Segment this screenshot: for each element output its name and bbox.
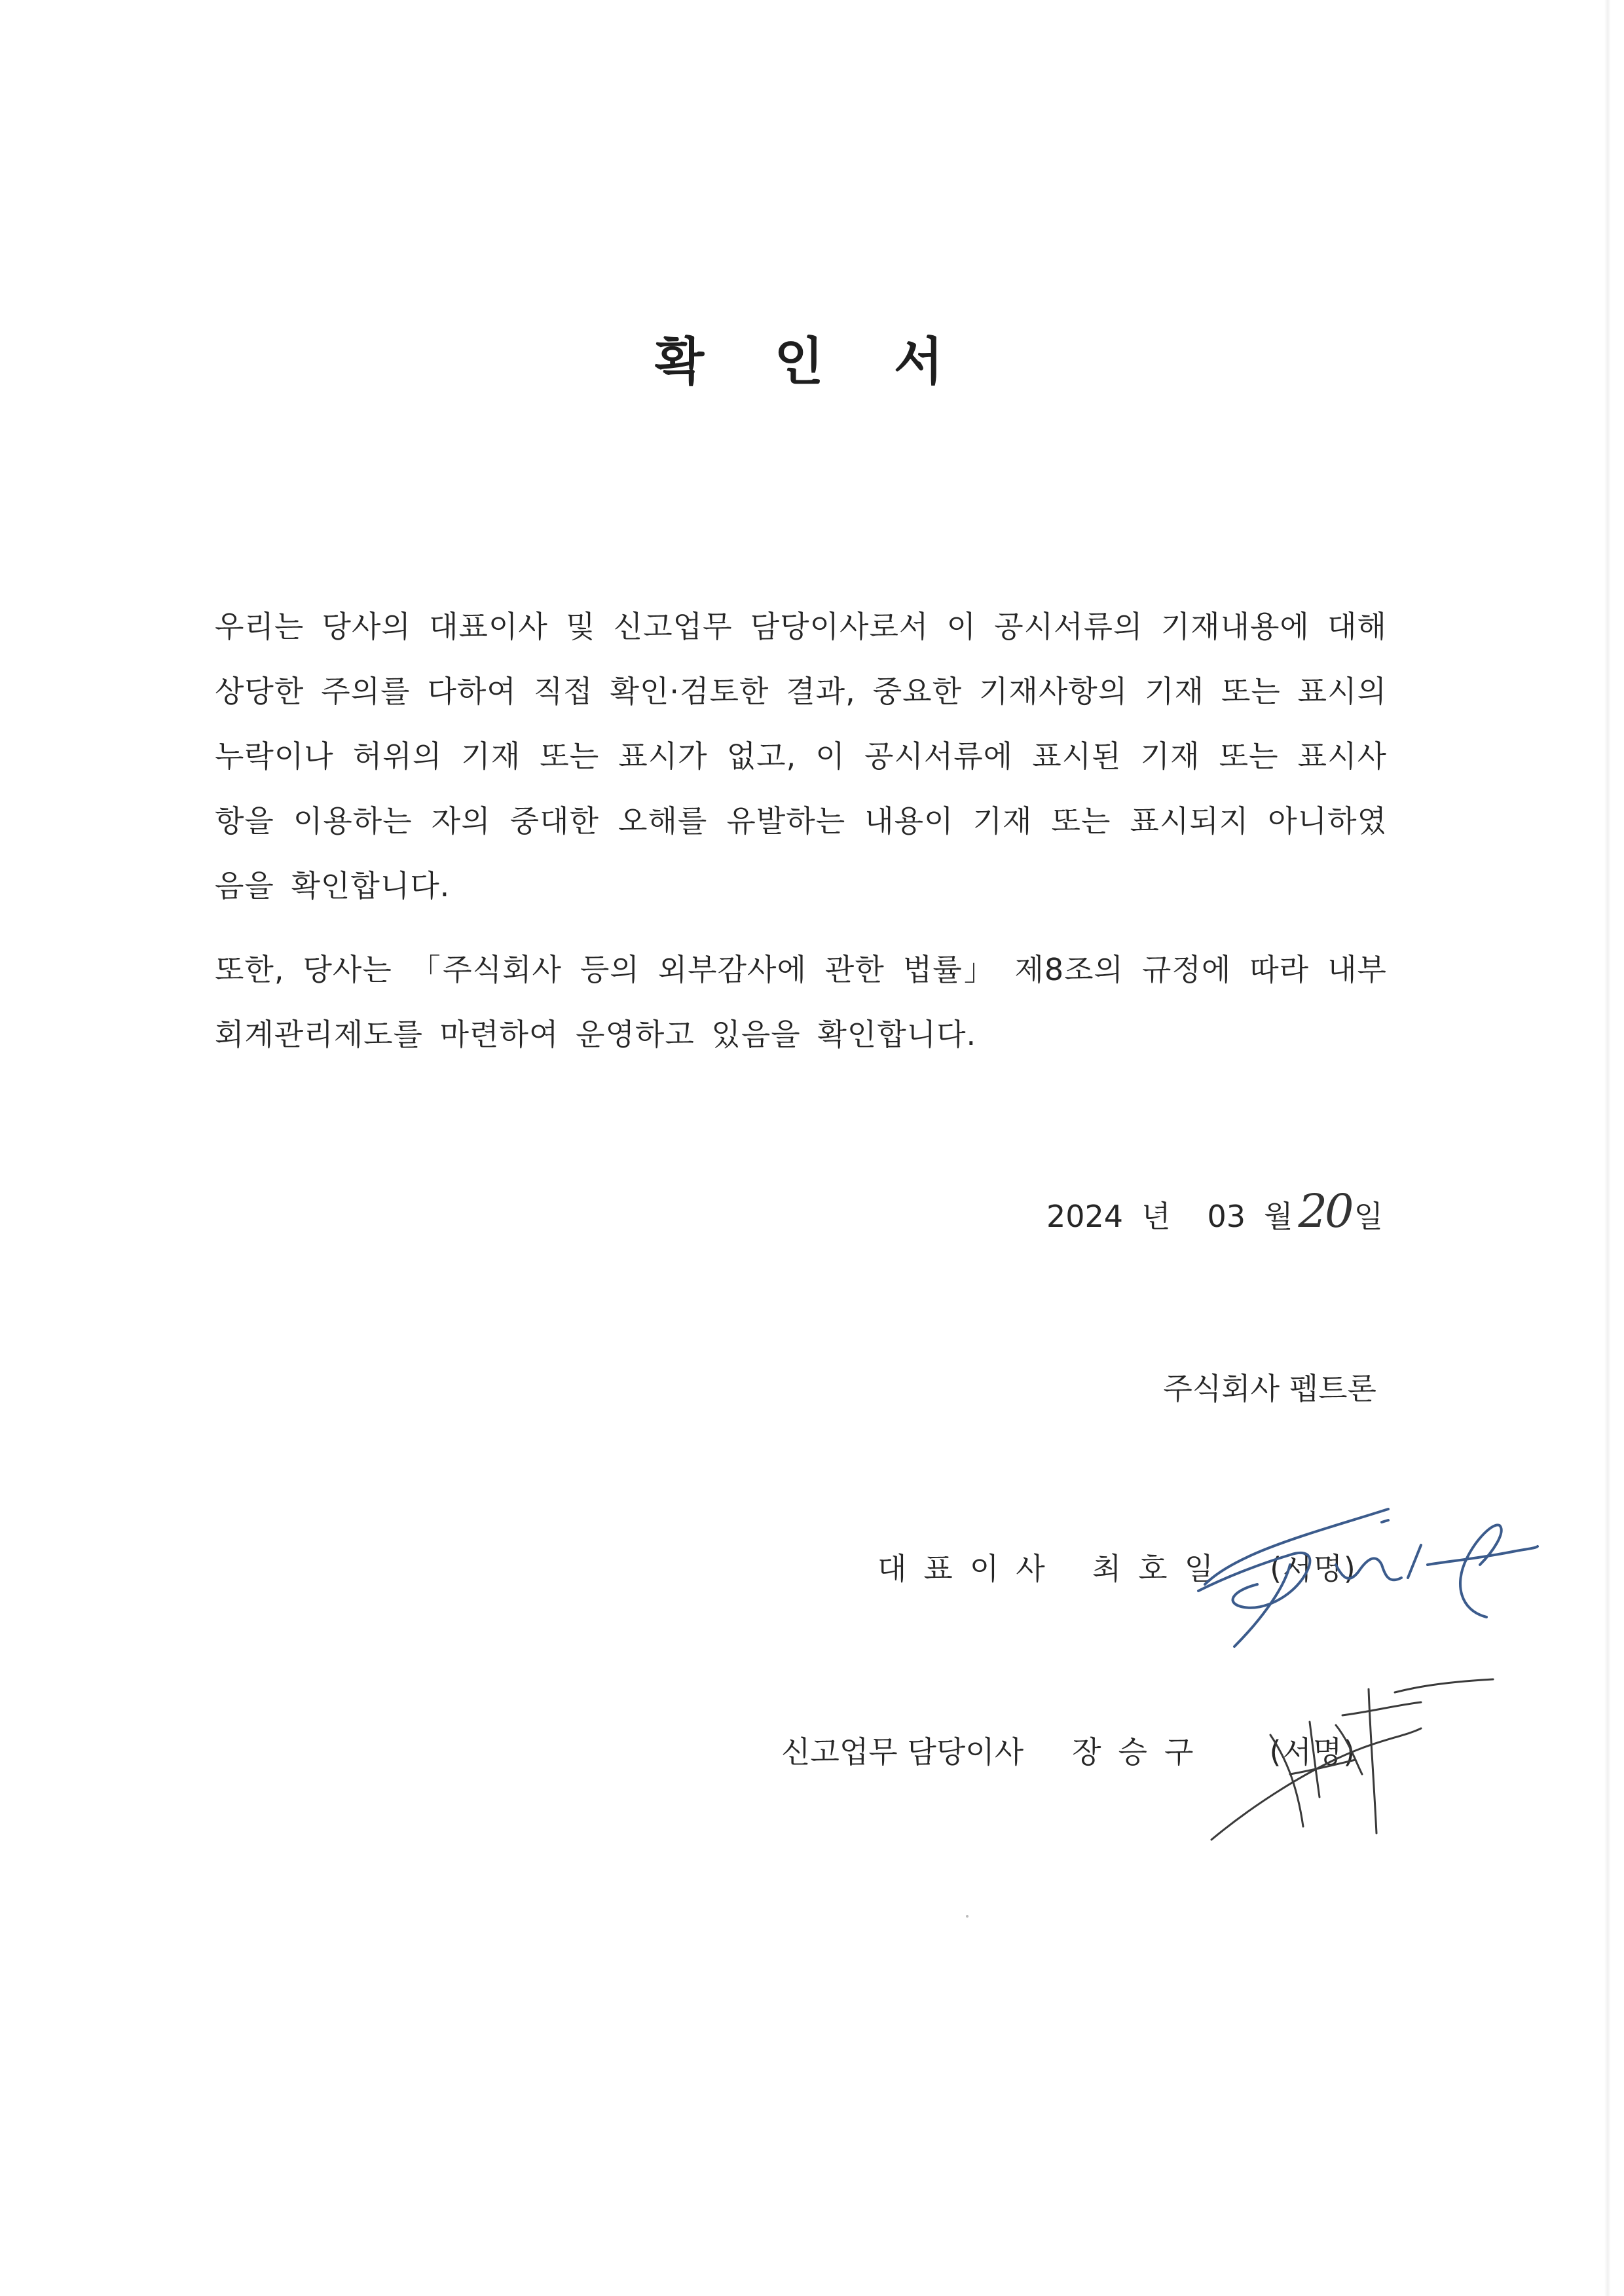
director-handwritten-signature (1198, 1676, 1513, 1853)
signature-label: (서명) (1269, 1734, 1357, 1770)
signatory-role: 대표이사 (877, 1551, 1062, 1586)
document-title: 확 인 서 (654, 333, 970, 392)
date-day-handwritten: 20 (1298, 1184, 1352, 1238)
internal-control-paragraph: 또한, 당사는 「주식회사 등의 외부감사에 관한 법률」 제8조의 규정에 따라 내부회계관리제도를 마련하여 운영하고 있음을 확인합니다. (215, 952, 1387, 1052)
company-name: 주식회사 펩트론 (1163, 1371, 1376, 1406)
signature-label: (서명) (1270, 1551, 1357, 1586)
signatory-name: 장승구 (1072, 1734, 1211, 1770)
signing-date (1046, 1184, 1383, 1238)
signatory-role: 신고업무 담당이사 (781, 1734, 1024, 1770)
date-month: 03 (1207, 1199, 1246, 1234)
date-day-unit: 일 (1354, 1199, 1383, 1234)
date-year-unit: 년 (1141, 1199, 1171, 1234)
date-year: 2024 (1046, 1199, 1124, 1234)
date-month-unit: 월 (1264, 1199, 1293, 1234)
confirmation-paragraph: 우리는 당사의 대표이사 및 신고업무 담당이사로서 이 공시서류의 기재내용에 대해 상당한 주의를 다하여 직접 확인·검토한 결과, 중요한 기재사항의 기재 또는 표시의 누락이나 허위의 기재 또는 표시가 없고, 이 공시서류에 표시된 기재 또는 표시사항을 이용하는 자의 중대한 오해를 유발하는 내용이 기재 또는 표시되지 아니하였음을 확인합니다. (215, 609, 1387, 903)
scan-speck (966, 1915, 969, 1918)
ceo-handwritten-signature (1185, 1486, 1539, 1656)
signatory-name: 최호일 (1092, 1551, 1231, 1586)
